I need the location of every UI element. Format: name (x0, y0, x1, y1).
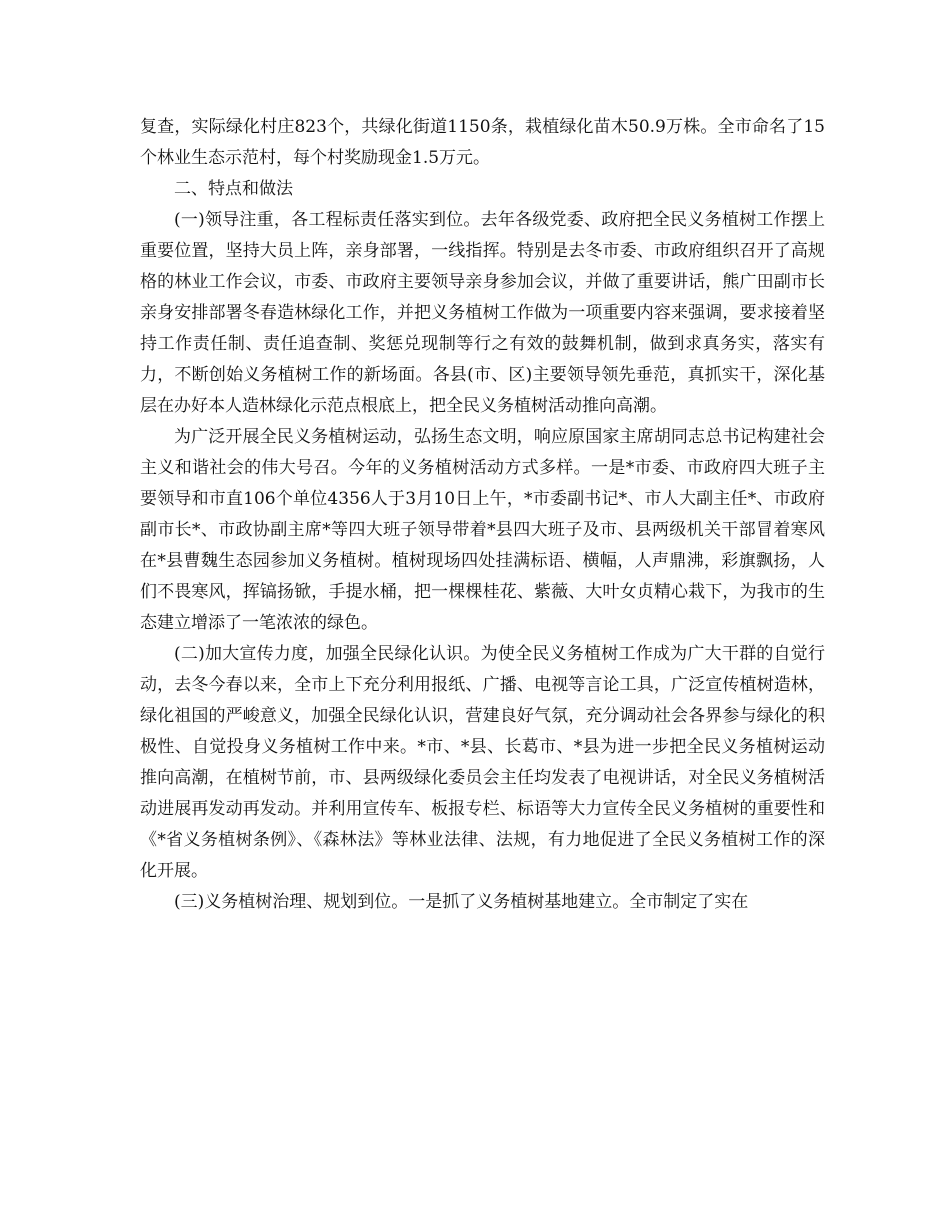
document-page (140, 112, 825, 918)
paragraph-activities: 为广泛开展全民义务植树运动，弘扬生态文明，响应原国家主席胡同志总书记构建社会主义和谐社会的伟大号召。今年的义务植树活动方式多样。一是*市委、市政府四大班子主要领导和市直106个单位4356人于3月10日上午，*市委副书记*、市人大副主任*、市政府副市长*、市政协副主席*等四大班子领导带着*县四大班子及市、县两级机关干部冒着寒风在*县曹魏生态园参加义务植树。植树现场四处挂满标语、横幅，人声鼎沸，彩旗飘扬，人们不畏寒风，挥镐扬锨，手提水桶，把一棵棵桂花、紫薇、大叶女贞精心栽下，为我市的生态建立增添了一笔浓浓的绿色。 (140, 427, 825, 633)
paragraph-summary: 复查，实际绿化村庄823个，共绿化街道1150条，栽植绿化苗木50.9万株。全市命名了15个林业生态示范村，每个村奖励现金1.5万元。 (140, 117, 825, 168)
section-heading: 二、特点和做法 (174, 179, 293, 199)
paragraph-leadership: (一)领导注重，各工程标责任落实到位。去年各级党委、政府把全民义务植树工作摆上重要位置，坚持大员上阵，亲身部署，一线指挥。特别是去冬市委、市政府组织召开了高规格的林业工作会议，市委、市政府主要领导亲身参加会议，并做了重要讲话，熊广田副市长亲身安排部署冬春造林绿化工作，并把义务植树工作做为一项重要内容来强调，要求接着坚持工作责任制、责任追查制、奖惩兑现制等行之有效的鼓舞机制，做到求真务实，落实有力，不断创始义务植树工作的新场面。各县(市、区)主要领导领先垂范，真抓实干，深化基层在办好本人造林绿化示范点根底上，把全民义务植树活动推向高潮。 (140, 210, 825, 416)
paragraph-management: (三)义务植树治理、规划到位。一是抓了义务植树基地建立。全市制定了实在 (174, 892, 749, 912)
paragraph-publicity: (二)加大宣传力度，加强全民绿化认识。为使全民义务植树工作成为广大干群的自觉行动，去冬今春以来，全市上下充分利用报纸、广播、电视等言论工具，广泛宣传植树造林，绿化祖国的严峻意义，加强全民绿化认识，营建良好气氛，充分调动社会各界参与绿化的积极性、自觉投身义务植树工作中来。*市、*县、长葛市、*县为进一步把全民义务植树运动推向高潮，在植树节前，市、县两级绿化委员会主任均发表了电视讲话，对全民义务植树活动进展再发动再发动。并利用宣传车、板报专栏、标语等大力宣传全民义务植树的重要性和《*省义务植树条例》、《森林法》等林业法律、法规，有力地促进了全民义务植树工作的深化开展。 (140, 644, 825, 881)
